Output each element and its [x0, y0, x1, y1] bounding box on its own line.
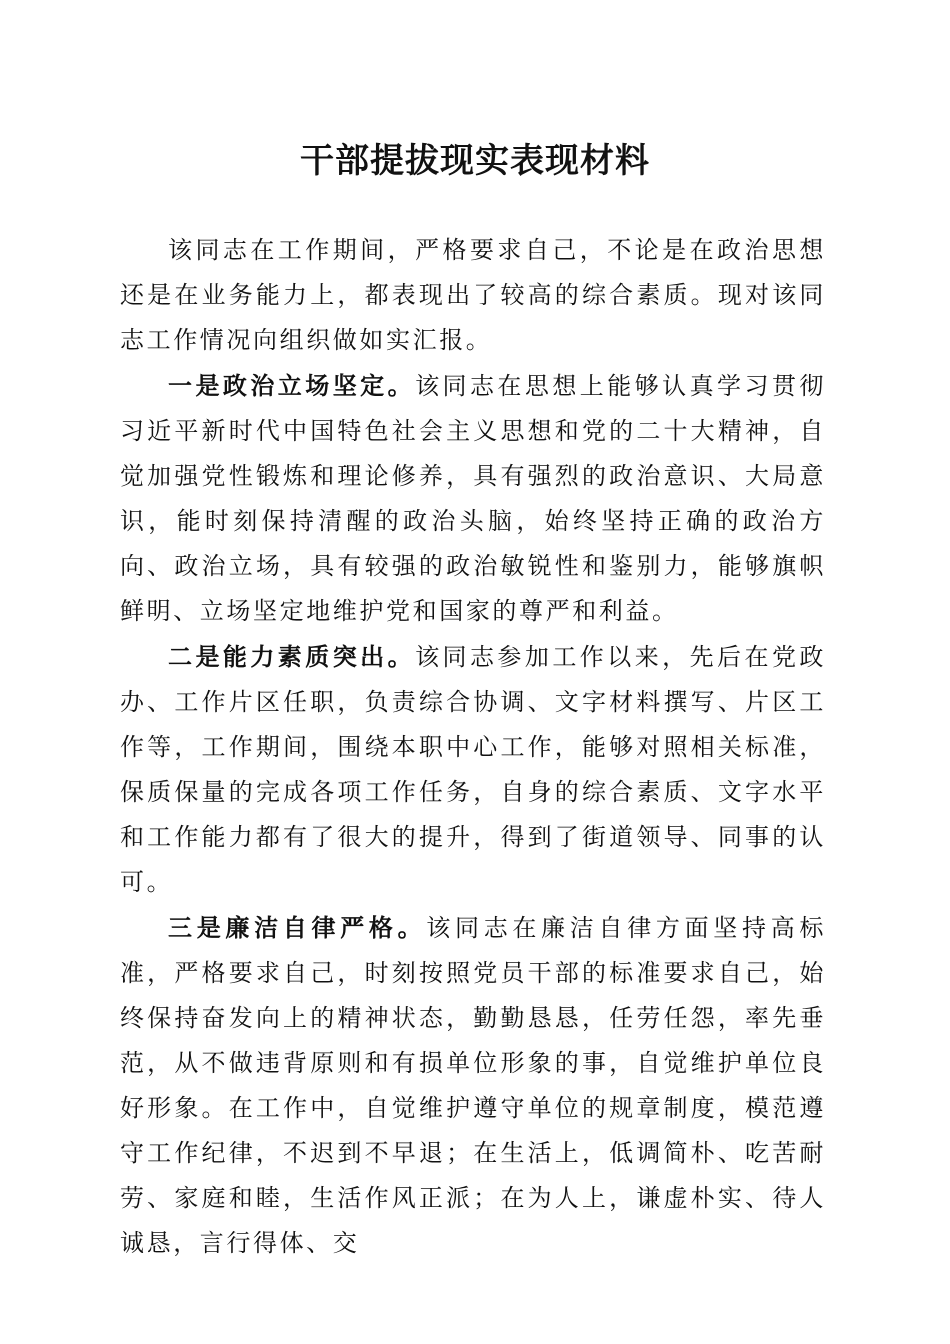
paragraph-text: 该同志在思想上能够认真学习贯彻习近平新时代中国特色社会主义思想和党的二十大精神，自觉加强党性锻炼和理论修养，具有强烈的政治意识、大局意识，能时刻保持清醒的政治头脑，始终坚持正确的政治方向、政治立场，具有较强的政治敏锐性和鉴别力，能够旗帜鲜明、立场坚定地维护党和国家的尊严和利益。	[120, 372, 827, 625]
paragraph-intro	[120, 228, 826, 363]
paragraph-heading: 二是能力素质突出。	[168, 642, 416, 671]
paragraph-heading: 三是廉洁自律严格。	[168, 913, 427, 942]
paragraph-text: 该同志在廉洁自律方面坚持高标准，严格要求自己，时刻按照党员干部的标准要求自己，始终保持奋发向上的精神状态，勤勤恳恳，任劳任怨，率先垂范，从不做违背原则和有损单位形象的事，自觉维护单位良好形象。在工作中，自觉维护遵守单位的规章制度，模范遵守工作纪律，不迟到不早退；在生活上，低调简朴、吃苦耐劳、家庭和睦，生活作风正派；在为人上，谦虚朴实、待人诚恳，言行得体、交	[120, 914, 826, 1257]
paragraph-heading: 一是政治立场坚定。	[168, 371, 416, 400]
paragraph-integrity	[120, 905, 826, 1266]
paragraph-political-stance	[120, 363, 826, 634]
paragraph-ability-quality	[120, 634, 826, 905]
paragraph-text: 该同志参加工作以来，先后在党政办、工作片区任职，负责综合协调、文字材料撰写、片区工作等，工作期间，围绕本职中心工作，能够对照相关标准，保质保量的完成各项工作任务，自身的综合素质、文字水平和工作能力都有了很大的提升，得到了街道领导、同事的认可。	[120, 643, 827, 896]
document-title: 干部提拔现实表现材料	[300, 141, 650, 181]
paragraph-text: 该同志在工作期间，严格要求自己，不论是在政治思想还是在业务能力上，都表现出了较高的综合素质。现对该同志工作情况向组织做如实汇报。	[120, 236, 826, 354]
document-body	[120, 228, 826, 1266]
